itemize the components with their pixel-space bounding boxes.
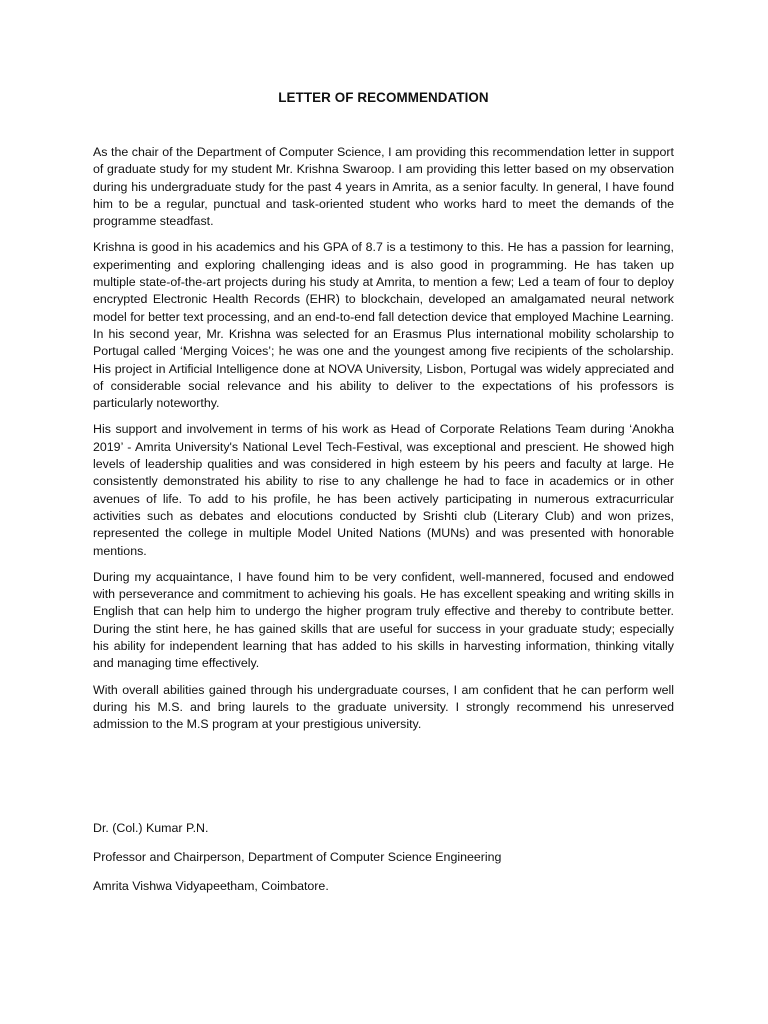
paragraph-leadership: His support and involvement in terms of his work as Head of Corporate Relations Team during ‘Anokha 2019’ - Amrita University's National Level Tech-Festival, was exceptional and prescient. He showed high levels of leadership qualities and was considered in high esteem by his peers and faculty at large. He consistently demonstrated his ability to rise to any challenge he had to face in academics or in other avenues of life. To add to his profile, he has been actively participating in numerous extracurricular activities such as debates and elocutions conducted by Srishti club (Literary Club) and won prizes, represented the college in multiple Model United Nations (MUNs) and was presented with honorable mentions. [93,422,674,558]
paragraph-character: During my acquaintance, I have found him to be very confident, well-mannered, focused and endowed with perseverance and commitment to achieving his goals. He has excellent speaking and writing skills in English that can help him to undergo the higher program truly effective and thereby to contribute better. During the stint here, he has gained skills that are useful for success in your graduate study; especially his ability for independent learning that has added to his skills in harvesting information, thinking vitally and managing time effectively. [93,569,674,671]
signatory-institution: Amrita Vishwa Vidyapeetham, Coimbatore. [93,878,329,893]
paragraph-introduction: As the chair of the Department of Computer Science, I am providing this recommendation letter in support of graduate study for my student Mr. Krishna Swaroop. I am providing this letter based on my observation during his undergraduate study for the past 4 years in Amrita, as a senior faculty. In general, I have found him to be a regular, punctual and task-oriented student who works hard to meet the demands of the programme steadfast. [93,145,674,229]
signatory-name: Dr. (Col.) Kumar P.N. [93,820,209,835]
letter-title: LETTER OF RECOMMENDATION [278,90,489,105]
signatory-position: Professor and Chairperson, Department of Computer Science Engineering [93,849,502,864]
signature-block [93,820,674,895]
paragraph-recommendation: With overall abilities gained through his undergraduate courses, I am confident that he can perform well during his M.S. and bring laurels to the graduate university. I strongly recommend his unreserved admission to the M.S program at your prestigious university. [93,682,674,732]
letter-body [93,144,674,734]
paragraph-academics: Krishna is good in his academics and his GPA of 8.7 is a testimony to this. He has a passion for learning, experimenting and exploring challenging ideas and is also good in programming. He has taken up multiple state-of-the-art projects during his study at Amrita, to mention a few; Led a team of four to deploy encrypted Electronic Health Records (EHR) to blockchain, developed an amalgamated neural network model for better text processing, and an end-to-end fall detection device that employed Machine Learning. In his second year, Mr. Krishna was selected for an Erasmus Plus international mobility scholarship to Portugal called ‘Merging Voices’; he was one and the youngest among five recipients of the scholarship. His project in Artificial Intelligence done at NOVA University, Lisbon, Portugal was widely appreciated and of considerable social relevance and his ability to deliver to the expectations of his professors is particularly noteworthy. [93,240,674,411]
